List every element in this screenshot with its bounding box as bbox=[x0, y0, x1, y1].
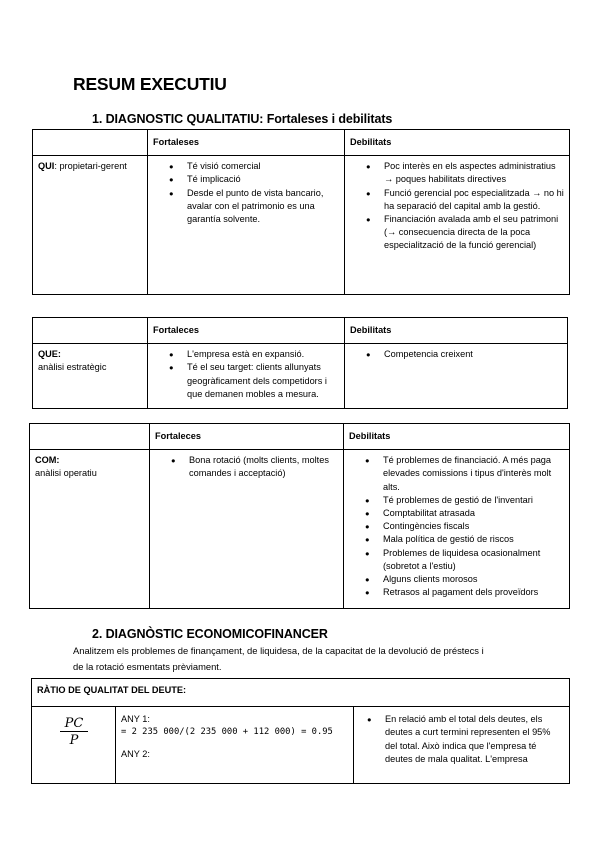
ratio-header: RÀTIO DE QUALITAT DEL DEUTE: bbox=[32, 679, 570, 707]
header-weaknesses: Debilitats bbox=[345, 318, 568, 344]
ratio-comment-cell bbox=[354, 707, 570, 784]
row-label bbox=[33, 344, 148, 409]
row-label-bold: QUE: bbox=[38, 349, 61, 360]
weaknesses-cell bbox=[345, 344, 568, 409]
list-item: ● Competencia creixent bbox=[384, 348, 563, 361]
year-1-formula: = 2 235 000/(2 235 000 + 112 000) = 0.95 bbox=[121, 727, 333, 738]
list-item: ● Té implicació bbox=[187, 173, 340, 186]
intro-line-2: de la rotació esmentats prèviament. bbox=[73, 661, 222, 672]
intro-line-1: Analitzem els problemes de finançament, de liquidesa, de la capacitat de la devolució de préstecs i bbox=[73, 645, 484, 656]
table-row bbox=[33, 156, 570, 295]
ratio-fraction bbox=[60, 717, 89, 747]
header-weaknesses: Debilitats bbox=[345, 130, 570, 156]
table-qui bbox=[32, 129, 570, 295]
strengths-cell bbox=[150, 450, 344, 609]
list-item: ● L'empresa està en expansió. bbox=[187, 348, 340, 361]
list-item: ● Mala política de gestió de riscos bbox=[383, 533, 565, 546]
ratio-table bbox=[31, 678, 570, 784]
list-item: ● Bona rotació (molts clients, moltes comandes i acceptació) bbox=[189, 454, 339, 480]
list-item: ● Té problemes de gestió de l'inventari bbox=[383, 494, 565, 507]
strengths-list bbox=[153, 160, 340, 226]
row-label-rest: : propietari-gerent bbox=[54, 161, 127, 172]
row-label-sub: anàlisi estratègic bbox=[38, 362, 107, 373]
year-2-label: ANY 2: bbox=[121, 748, 150, 759]
row-label-bold: COM: bbox=[35, 455, 60, 466]
table-header-row bbox=[33, 130, 570, 156]
strengths-list bbox=[155, 454, 339, 480]
list-item: ● Té visió comercial bbox=[187, 160, 340, 173]
header-strengths: Fortaleses bbox=[148, 130, 345, 156]
weaknesses-cell bbox=[344, 450, 570, 609]
section-2-intro bbox=[73, 643, 543, 675]
section-2-title: 2. DIAGNÒSTIC ECONOMICOFINANCER bbox=[92, 627, 328, 641]
row-label-sub: anàlisi operatiu bbox=[35, 468, 97, 479]
list-item: ● Té problemes de financiació. A més paga elevades comissions i tipus d'interès molt alts. bbox=[383, 454, 565, 494]
ratio-formula-cell bbox=[116, 707, 354, 784]
ratio-comment-list bbox=[359, 713, 565, 766]
weaknesses-cell bbox=[345, 156, 570, 295]
header-weaknesses: Debilitats bbox=[344, 424, 570, 450]
weaknesses-list bbox=[349, 454, 565, 599]
list-item: ● Contingències fiscals bbox=[383, 520, 565, 533]
row-label-bold: QUI bbox=[38, 161, 55, 172]
empty-header-cell bbox=[30, 424, 150, 450]
weaknesses-list bbox=[350, 348, 563, 361]
list-item: ● Retrasos al pagament dels proveïdors bbox=[383, 586, 565, 599]
ratio-fraction-cell bbox=[32, 707, 116, 784]
list-item: ● Comptabilitat atrasada bbox=[383, 507, 565, 520]
strengths-cell bbox=[148, 156, 345, 295]
empty-header-cell bbox=[33, 130, 148, 156]
row-label bbox=[33, 156, 148, 295]
strengths-cell bbox=[148, 344, 345, 409]
list-item: ● Financiación avalada amb el seu patrimoni (→ consecuencia directa de la poca especialització de la funció gerencial) bbox=[384, 213, 565, 253]
weaknesses-list bbox=[350, 160, 565, 252]
fraction-numerator: PC bbox=[60, 717, 89, 732]
table-row bbox=[32, 707, 570, 784]
table-row bbox=[30, 450, 570, 609]
empty-header-cell bbox=[33, 318, 148, 344]
list-item: ● Poc interès en els aspectes administratius → poques habilitats directives bbox=[384, 160, 565, 186]
row-label bbox=[30, 450, 150, 609]
fraction-denominator: P bbox=[69, 733, 79, 749]
table-que bbox=[32, 317, 568, 409]
header-strengths: Fortaleces bbox=[150, 424, 344, 450]
table-header-row bbox=[32, 679, 570, 707]
header-strengths: Fortaleces bbox=[148, 318, 345, 344]
section-1-title: 1. DIAGNOSTIC QUALITATIU: Fortaleses i debilitats bbox=[92, 112, 393, 126]
page-title: RESUM EXECUTIU bbox=[73, 74, 227, 94]
table-header-row bbox=[30, 424, 570, 450]
table-row bbox=[33, 344, 568, 409]
list-item: ● En relació amb el total dels deutes, els deutes a curt termini representen el 95% del total. Això indica que l'empresa té deutes de mala qualitat. L'empresa bbox=[385, 713, 565, 766]
year-1-label: ANY 1: bbox=[121, 714, 150, 725]
list-item: ● Problemes de liquidesa ocasionalment (sobretot a l'estiu) bbox=[383, 547, 565, 573]
list-item: ● Té el seu target: clients allunyats geogràficament dels competidors i que demanen mobles a mesura. bbox=[187, 361, 340, 401]
list-item: ● Alguns clients morosos bbox=[383, 573, 565, 586]
list-item: ● Funció gerencial poc especialitzada → no hi ha separació del capital amb la gestió. bbox=[384, 187, 565, 213]
strengths-list bbox=[153, 348, 340, 401]
table-com bbox=[29, 423, 570, 609]
table-header-row bbox=[33, 318, 568, 344]
list-item: ● Desde el punto de vista bancario, avalar con el patrimonio es una garantía solvente. bbox=[187, 187, 340, 227]
